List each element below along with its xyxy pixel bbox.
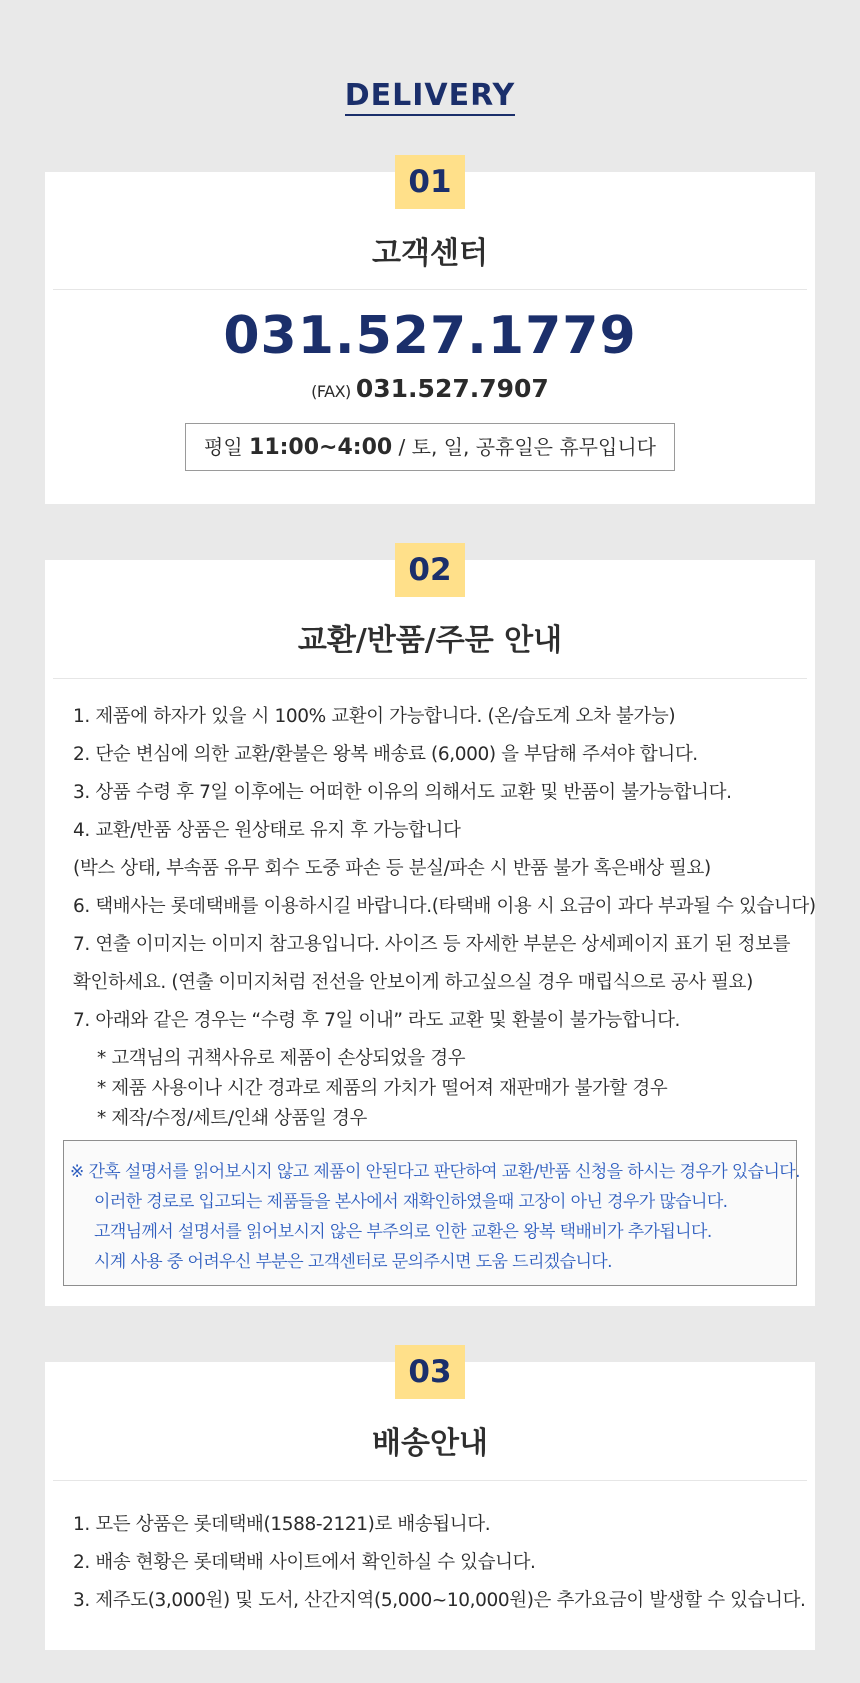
list-item: 2. 배송 현황은 롯데택배 사이트에서 확인하실 수 있습니다. (73, 1552, 536, 1573)
page-title (0, 78, 860, 116)
hours-suffix: / 토, 일, 공휴일은 휴무입니다 (392, 435, 656, 459)
fax-info (45, 374, 815, 403)
section-divider (53, 1480, 807, 1481)
exchange-return-card (45, 552, 816, 1306)
notice-line: 고객님께서 설명서를 읽어보시지 않은 부주의로 인한 교환은 왕복 택배비가 추가됩니다. (94, 1222, 712, 1242)
section-number-badge: 02 (395, 543, 465, 597)
sub-list-item: * 제품 사용이나 시간 경과로 제품의 가치가 떨어져 재판매가 불가할 경우 (97, 1078, 668, 1099)
list-item: 7. 연출 이미지는 이미지 참고용입니다. 사이즈 등 자세한 부분은 상세페이지 표기 된 정보를 (73, 934, 791, 955)
list-item: 2. 단순 변심에 의한 교환/환불은 왕복 배송료 (6,000) 을 부담해 주셔야 합니다. (73, 744, 698, 765)
list-item: 3. 제주도(3,000원) 및 도서, 산간지역(5,000~10,000원)은 추가요금이 발생할 수 있습니다. (73, 1590, 806, 1611)
section-divider (53, 289, 807, 290)
section-title: 교환/반품/주문 안내 (297, 623, 563, 658)
list-item: (박스 상태, 부속품 유무 회수 도중 파손 등 분실/파손 시 반품 불가 혹은배상 필요) (73, 858, 711, 879)
hours-prefix: 평일 (204, 435, 250, 459)
notice-line: 시계 사용 중 어려우신 부분은 고객센터로 문의주시면 도움 드리겠습니다. (94, 1252, 612, 1272)
list-item: 7. 아래와 같은 경우는 “수령 후 7일 이내” 라도 교환 및 환불이 불가능합니다. (73, 1010, 681, 1031)
fax-label: (FAX) (311, 382, 351, 401)
notice-line: ※ 간혹 설명서를 읽어보시지 않고 제품이 안된다고 판단하여 교환/반품 신청을 하시는 경우가 있습니다. (70, 1162, 800, 1182)
section-number-badge: 03 (395, 1345, 465, 1399)
list-item: 1. 모든 상품은 롯데택배(1588-2121)로 배송됩니다. (73, 1514, 491, 1535)
notice-line: 이러한 경로로 입고되는 제품들을 본사에서 재확인하였을때 고장이 아닌 경우가 많습니다. (94, 1192, 728, 1212)
section-title: 배송안내 (372, 1426, 488, 1461)
sub-list-item: * 제작/수정/세트/인쇄 상품일 경우 (97, 1108, 367, 1129)
list-item: 3. 상품 수령 후 7일 이후에는 어떠한 이유의 의해서도 교환 및 반품이 불가능합니다. (73, 782, 732, 803)
list-item: 6. 택배사는 롯데택배를 이용하시길 바랍니다.(타택배 이용 시 요금이 과다 부과될 수 있습니다) (73, 896, 816, 917)
list-item: 확인하세요. (연출 이미지처럼 전선을 안보이게 하고싶으실 경우 매립식으로 공사 필요) (73, 972, 753, 993)
sub-list-item: * 고객님의 귀책사유로 제품이 손상되었을 경우 (97, 1048, 466, 1069)
page-title-text: DELIVERY (345, 78, 516, 116)
section-title: 고객센터 (372, 236, 488, 271)
business-hours-box (185, 423, 675, 471)
delivery-info-card (45, 1354, 815, 1650)
customer-center-card (45, 164, 815, 504)
phone-number[interactable]: 031.527.1779 (223, 306, 637, 366)
hours-time: 11:00~4:00 (249, 435, 393, 460)
notice-box (63, 1140, 800, 1286)
section-divider (53, 678, 807, 679)
section-number-badge: 01 (395, 155, 465, 209)
list-item: 4. 교환/반품 상품은 원상태로 유지 후 가능합니다 (73, 820, 461, 841)
fax-number: 031.527.7907 (355, 374, 549, 403)
list-item: 1. 제품에 하자가 있을 시 100% 교환이 가능합니다. (온/습도계 오차 불가능) (73, 706, 676, 727)
